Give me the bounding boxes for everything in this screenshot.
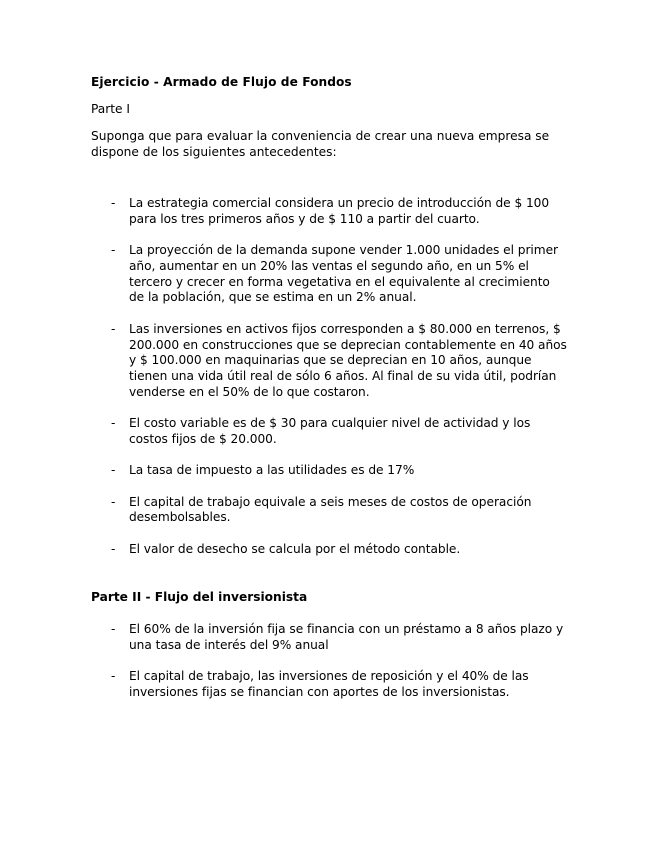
list-item <box>0 669 567 701</box>
part2-list <box>0 622 567 716</box>
list-item-text: El costo variable es de $ 30 para cualquier nivel de actividad y los costos fijos de $ 20.000. <box>129 416 531 447</box>
list-item-text: El 60% de la inversión fija se financia con un préstamo a 8 años plazo y una tasa de interés del 9% anual <box>129 622 564 652</box>
document-title: Ejercicio - Armado de Flujo de Fondos <box>91 75 352 89</box>
list-item <box>0 243 567 306</box>
list-item-text: La tasa de impuesto a las utilidades es de 17% <box>129 463 415 478</box>
bullet-dash: - <box>111 196 116 210</box>
bullet-dash: - <box>111 416 116 431</box>
list-item <box>0 322 567 401</box>
bullet-dash: - <box>111 541 116 556</box>
list-item <box>0 416 567 448</box>
part1-label: Parte I <box>91 102 131 116</box>
list-item <box>0 196 567 228</box>
bullet-dash: - <box>111 463 116 478</box>
list-item <box>0 463 567 479</box>
list-item-text: El capital de trabajo, las inversiones de reposición y el 40% de las inversiones fijas se financian con aportes de los inversionistas. <box>129 669 529 699</box>
list-item-text: Las inversiones en activos fijos corresponden a $ 80.000 en terrenos, $ 200.000 en construcciones que se deprecian contablemente en 40 años y $ 100.000 en maquinarias que se deprecian en 10 años, aunque tienen una vida útil real de sólo 6 años. Al final de su vida útil, podrían venderse en el 50% de lo que costaron. <box>129 321 567 399</box>
bullet-dash: - <box>111 622 116 636</box>
list-item-text: La proyección de la demanda supone vender 1.000 unidades el primer año, aumentar en un 20% las ventas el segundo año, en un 5% el tercero y crecer en forma vegetativa en el equivalente al crecimiento de la población, que se estima en un 2% anual. <box>129 243 558 305</box>
list-item-text: La estrategia comercial considera un precio de introducción de $ 100 para los tres primeros años y de $ 110 a partir del cuarto. <box>129 196 550 226</box>
list-item <box>0 542 567 558</box>
intro-paragraph: Suponga que para evaluar la conveniencia de crear una nueva empresa se dispone de los siguientes antecedentes: <box>91 129 550 159</box>
bullet-dash: - <box>111 243 116 258</box>
part2-title: Parte II - Flujo del inversionista <box>91 590 308 604</box>
bullet-dash: - <box>111 494 116 509</box>
list-item <box>0 495 567 527</box>
bullet-dash: - <box>111 669 116 684</box>
list-item-text: El valor de desecho se calcula por el método contable. <box>129 541 461 556</box>
part1-list <box>0 196 567 573</box>
list-item <box>0 622 567 654</box>
list-item-text: El capital de trabajo equivale a seis meses de costos de operación desembolsables. <box>129 494 532 525</box>
bullet-dash: - <box>111 321 116 336</box>
